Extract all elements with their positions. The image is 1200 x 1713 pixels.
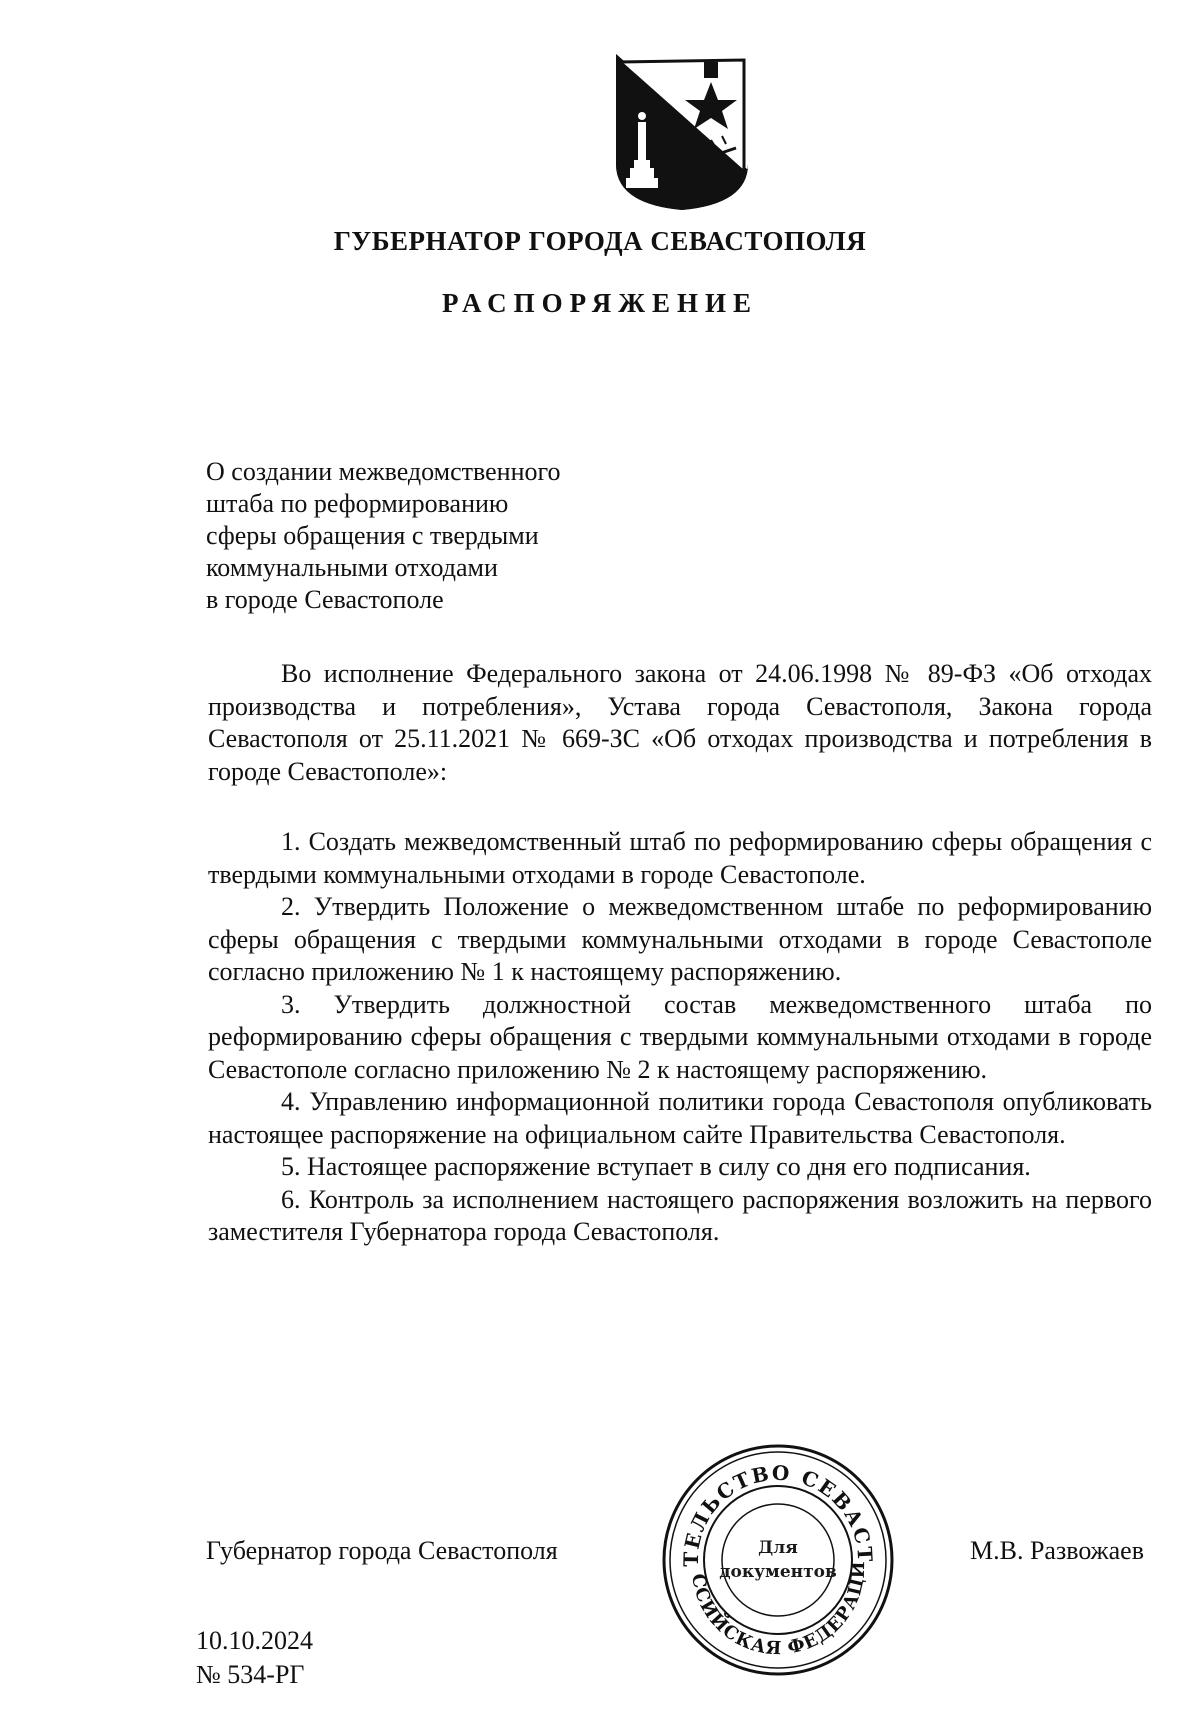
seal-bottom-text: ССИЙСКАЯ ФЕДЕРАЦИ (687, 1560, 870, 1660)
subject-line: штаба по реформированию (206, 489, 509, 518)
seal-center (658, 1440, 898, 1680)
order-item: 3. Утвердить должностной состав межведомственного штаба по реформированию сферы обращения с твердыми коммунальными отходами в городе Севастополе согласно приложению № 2 к настоящему распоряжению. (208, 989, 1152, 1084)
seal-outer-text: ТЕЛЬСТВО СЕВАСТ (678, 1460, 878, 1568)
order-item: 5. Настоящее распоряжение вступает в силу со дня его подписания. (281, 1152, 1031, 1181)
issuing-authority-heading: ГУБЕРНАТОР ГОРОДА СЕВАСТОПОЛЯ (333, 226, 867, 256)
sevastopol-coat-of-arms-icon (612, 52, 752, 212)
document-type-heading: РАСПОРЯЖЕНИЕ (441, 288, 759, 318)
subject-line: в городе Севастополе (206, 585, 444, 614)
seal-center-line: документов (719, 1562, 837, 1582)
official-seal-stamp (658, 1440, 898, 1680)
signatory-position: Губернатор города Севастополя (206, 1536, 558, 1565)
preamble-paragraph: Во исполнение Федерального закона от 24.06.1998 № 89-ФЗ «Об отходах производства и потребления», Устава города Севастополя, Закона города Севастополя от 25.11.2021 № 669-ЗС «Об отходах производства и потребления в городе Севастополе»: (208, 659, 1152, 786)
subject-line: коммунальными отходами (206, 553, 498, 582)
subject-line: О создании межведомственного (206, 457, 561, 486)
document-subject (206, 456, 646, 616)
seal-center-line: Для (758, 1538, 798, 1558)
signatory-name: М.В. Развожаев (969, 1536, 1144, 1565)
order-item: 2. Утвердить Положение о межведомственном штабе по реформированию сферы обращения с твердыми коммунальными отходами в городе Севастополе согласно приложению № 1 к настоящему распоряжению. (208, 892, 1152, 986)
document-date: 10.10.2024 (196, 1626, 313, 1655)
document-number: № 534-РГ (196, 1660, 305, 1689)
order-item: 1. Создать межведомственный штаб по реформированию сферы обращения с твердыми коммунальными отходами в городе Севастополе. (208, 827, 1152, 889)
order-items-list (208, 826, 1152, 1249)
subject-line: сферы обращения с твердыми (206, 521, 539, 550)
order-item: 6. Контроль за исполнением настоящего распоряжения возложить на первого заместителя Губернатора города Севастополя. (208, 1184, 1152, 1246)
order-item: 4. Управлению информационной политики города Севастополя опубликовать настоящее распоряжение на официальном сайте Правительства Севастополя. (208, 1087, 1152, 1149)
